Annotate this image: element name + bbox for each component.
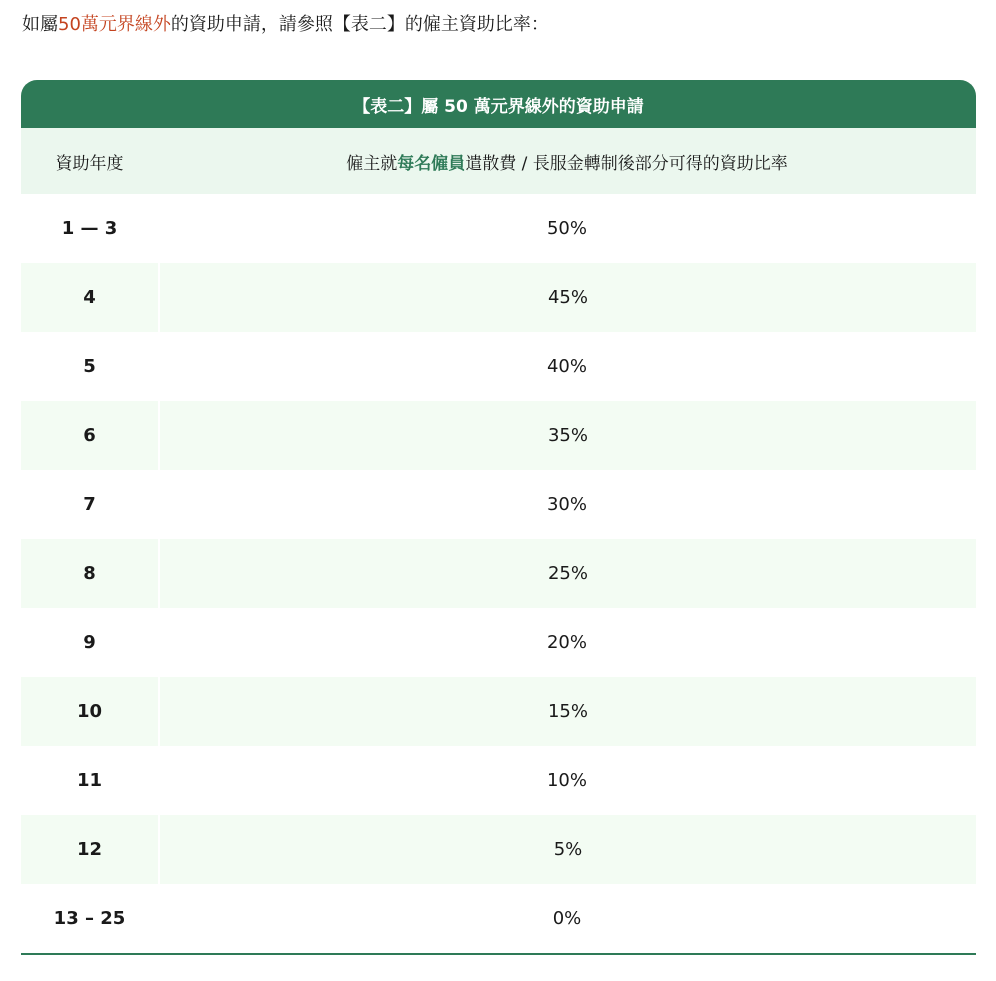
table-row — [21, 815, 976, 884]
table-row — [21, 194, 976, 263]
header-year: 資助年度 — [55, 153, 124, 174]
header-rate — [158, 149, 976, 174]
header-rate-emphasis: 每名僱員 — [397, 153, 466, 174]
row-rate: 30% — [546, 494, 587, 515]
row-year: 9 — [83, 632, 96, 653]
table-caption: 【表二】屬 50 萬元界線外的資助申請 — [21, 80, 976, 128]
row-rate: 25% — [547, 563, 588, 584]
row-year: 5 — [83, 356, 96, 377]
row-rate: 35% — [547, 425, 588, 446]
table-row — [21, 470, 976, 539]
row-year: 4 — [21, 263, 160, 332]
table-body — [21, 194, 976, 953]
row-rate: 0% — [552, 908, 582, 929]
subsidy-rate-table — [21, 80, 976, 955]
row-rate: 40% — [546, 356, 587, 377]
row-year: 6 — [21, 401, 160, 470]
intro-text — [22, 12, 549, 38]
table-row — [21, 677, 976, 746]
row-rate: 20% — [546, 632, 587, 653]
row-rate: 15% — [547, 701, 588, 722]
intro-prefix: 如屬 — [22, 14, 58, 35]
table-row — [21, 608, 976, 677]
row-rate: 50% — [546, 218, 587, 239]
row-year: 10 — [21, 677, 160, 746]
table-bottom-rule — [21, 953, 976, 955]
header-rate-prefix: 僱主就 — [346, 153, 398, 174]
table-row — [21, 746, 976, 815]
table-row — [21, 884, 976, 953]
table-row — [21, 332, 976, 401]
header-rate-suffix: 遣散費 / 長服金轉制後部分可得的資助比率 — [465, 153, 788, 174]
row-year: 8 — [21, 539, 160, 608]
row-year: 13 – 25 — [53, 908, 126, 929]
intro-suffix: 的資助申請，請參照【表二】的僱主資助比率： — [170, 14, 549, 35]
intro-highlight: 50萬元界線外 — [58, 14, 171, 35]
table-row — [21, 539, 976, 608]
row-year: 12 — [21, 815, 160, 884]
table-row — [21, 263, 976, 332]
row-year: 1 — 3 — [61, 218, 118, 239]
table-row — [21, 401, 976, 470]
table-header-row — [21, 128, 976, 194]
row-rate: 10% — [546, 770, 587, 791]
row-year: 11 — [76, 770, 103, 791]
row-rate: 45% — [547, 287, 588, 308]
row-rate: 5% — [553, 839, 583, 860]
row-year: 7 — [83, 494, 96, 515]
